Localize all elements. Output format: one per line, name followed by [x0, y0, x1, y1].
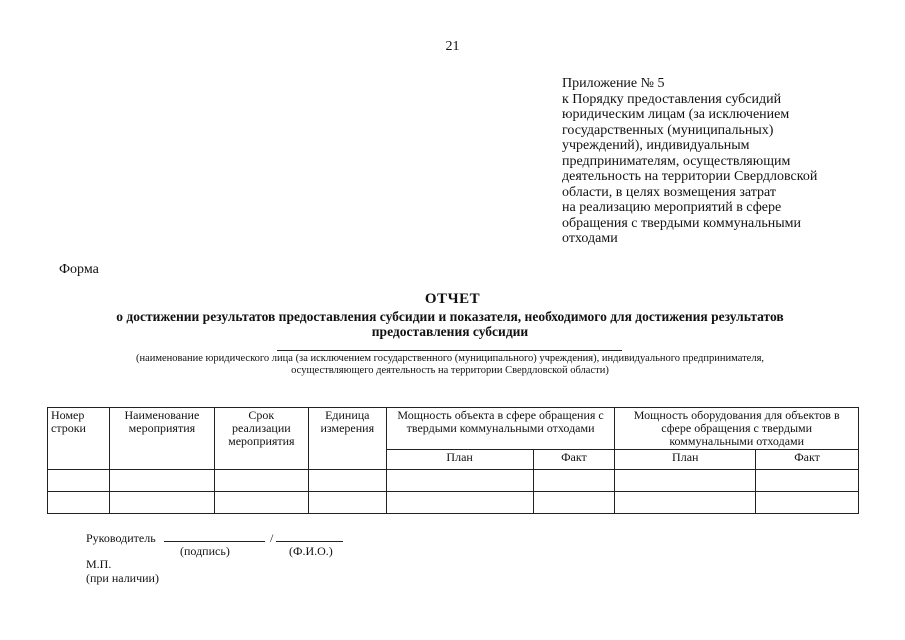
- table-row: [48, 470, 859, 492]
- table-cell: [308, 492, 386, 514]
- form-label: Форма: [59, 262, 99, 277]
- subheader-plan: План: [615, 450, 756, 470]
- name-caption: (Ф.И.О.): [289, 544, 333, 558]
- table-cell: [756, 470, 859, 492]
- table-cell: [48, 470, 110, 492]
- header-row-number: Номер строки: [48, 408, 110, 470]
- appendix-line: области, в целях возмещения затрат: [562, 184, 777, 200]
- subheader-fact: Факт: [533, 450, 615, 470]
- signature-slash: /: [270, 531, 274, 545]
- table-cell: [386, 492, 533, 514]
- page-number: 21: [445, 39, 460, 54]
- table-cell: [756, 492, 859, 514]
- table-cell: [109, 470, 214, 492]
- table-cell: [533, 492, 615, 514]
- signature-line: [164, 541, 265, 542]
- header-object-capacity: Мощность объекта в сфере обращения с твердыми коммунальными отходами: [386, 408, 615, 450]
- caption-line: осуществляющего деятельность на территории Свердловской области): [291, 365, 609, 376]
- table-cell: [615, 470, 756, 492]
- table-cell: [533, 470, 615, 492]
- subheader-fact: Факт: [756, 450, 859, 470]
- appendix-line: отходами: [562, 231, 618, 246]
- table-cell: [214, 470, 308, 492]
- report-subtitle: [60, 309, 840, 339]
- appendix-line: государственных (муниципальных): [562, 122, 774, 138]
- appendix-line: к Порядку предоставления субсидий: [562, 91, 782, 107]
- appendix-line: юридическим лицам (за исключением: [562, 107, 790, 122]
- name-line: [276, 541, 343, 542]
- report-table: [47, 407, 859, 514]
- subheader-plan: План: [386, 450, 533, 470]
- subtitle-line: предоставления субсидии: [371, 324, 529, 339]
- signature-caption: (подпись): [180, 544, 230, 558]
- appendix-line: Приложение № 5: [562, 76, 665, 91]
- head-label: Руководитель: [86, 531, 156, 545]
- table-cell: [214, 492, 308, 514]
- appendix-line: на реализацию мероприятий в сфере: [562, 200, 782, 215]
- table-cell: [48, 492, 110, 514]
- table-row: [48, 492, 859, 514]
- appendix-line: предпринимателям, осуществляющим: [562, 153, 791, 169]
- caption-line: (наименование юридического лица (за исключением государственного (муниципального) учреждения), индивидуального предпринимателя,: [135, 353, 765, 364]
- table-cell: [386, 470, 533, 492]
- entity-name-line: [277, 350, 622, 351]
- entity-name-caption: [60, 353, 840, 377]
- subtitle-line: о достижении результатов предоставления субсидии и показателя, необходимого для достижения результатов: [116, 309, 784, 324]
- report-title: ОТЧЕТ: [424, 291, 481, 307]
- header-unit: Единица измерения: [308, 408, 386, 470]
- table-cell: [109, 492, 214, 514]
- appendix-header: [562, 76, 862, 247]
- appendix-line: обращения с твердыми коммунальными: [562, 215, 802, 231]
- appendix-line: учреждений), индивидуальным: [562, 138, 750, 153]
- stamp-note: (при наличии): [86, 571, 159, 585]
- appendix-line: деятельность на территории Свердловской: [562, 169, 818, 184]
- header-event-name: Наименование мероприятия: [109, 408, 214, 470]
- header-equipment-capacity: Мощность оборудования для объектов в сфере обращения с твердыми коммунальными отходами: [615, 408, 859, 450]
- table-cell: [308, 470, 386, 492]
- table-cell: [615, 492, 756, 514]
- header-event-term: Срок реализации мероприятия: [214, 408, 308, 470]
- stamp-label: М.П.: [86, 557, 112, 571]
